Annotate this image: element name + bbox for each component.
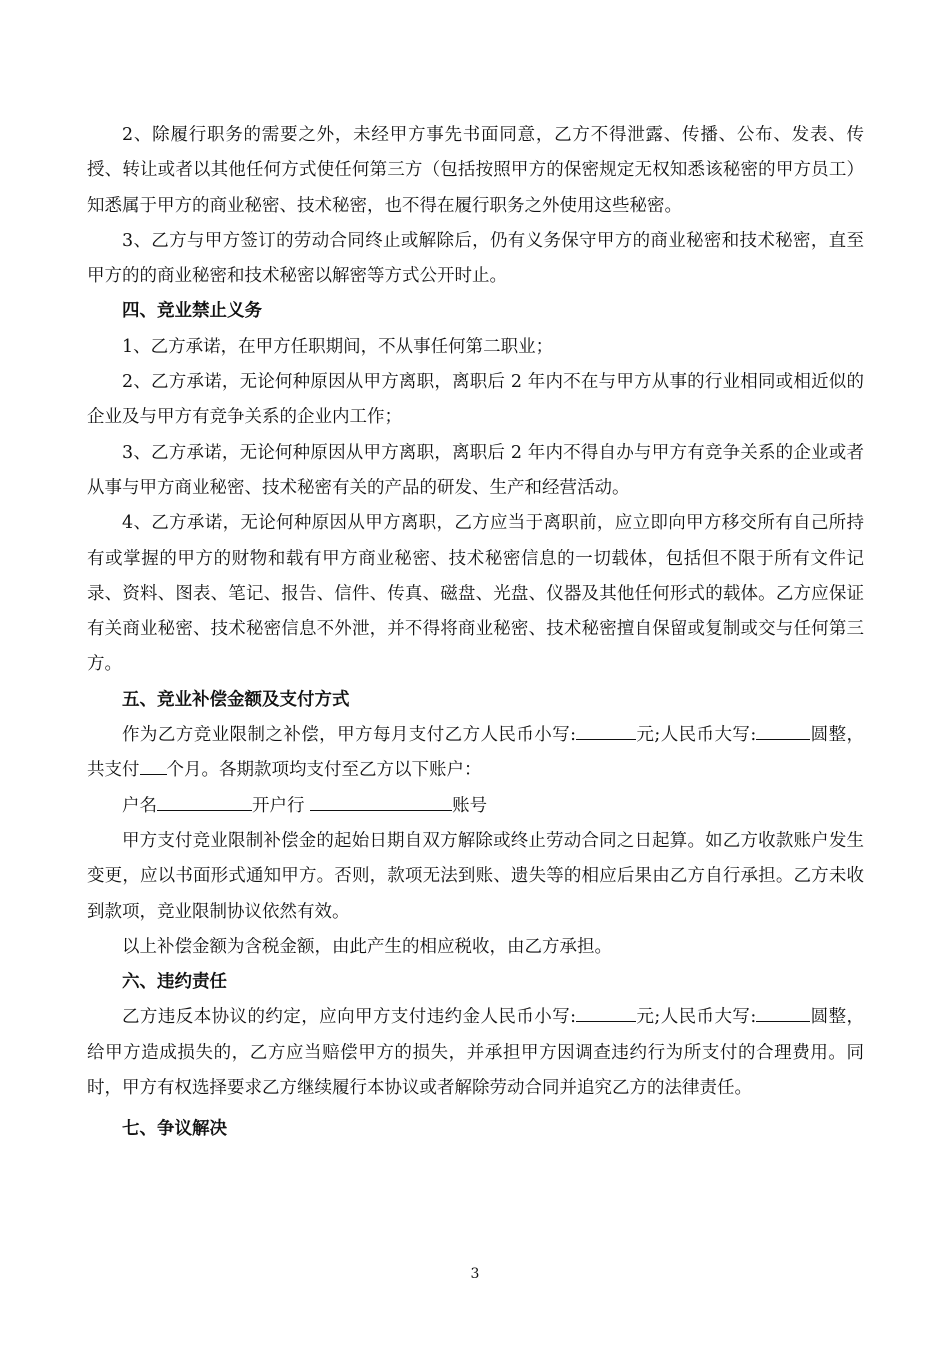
heading-compensation: 五、竞业补偿金额及支付方式 (122, 689, 350, 710)
paragraph-compensation-tax: 以上补偿金额为含税金额，由此产生的相应税收，由乙方承担。 (122, 936, 612, 957)
paragraph-non-compete-1: 1、乙方承诺，在甲方任职期间，不从事任何第二职业； (122, 336, 554, 357)
compensation-text-b: 元;人民币大写: (636, 725, 757, 746)
compensation-text-c: 圆整，共支付 (87, 725, 865, 781)
blank-bank (310, 809, 452, 811)
account-number-label: 账号 (452, 795, 488, 816)
blank-amount-lower (576, 738, 636, 740)
blank-penalty-upper (756, 1020, 810, 1022)
paragraph-confidentiality-2: 2、除履行职务的需要之外，未经甲方事先书面同意，乙方不得泄露、传播、公布、发表、传授、转让或者以其他任何方式使任何第三方（包括按照甲方的保密规定无权知悉该秘密的甲方员工）知悉属于甲方的商业秘密、技术秘密，也不得在履行职务之外使用这些秘密。 (87, 125, 864, 216)
paragraph-compensation-start: 甲方支付竞业限制补偿金的起始日期自双方解除或终止劳动合同之日起算。如乙方收款账户发生变更，应以书面形式通知甲方。否则，款项无法到账、遗失等的相应后果由乙方自行承担。乙方未收到款项，竞业限制协议依然有效。 (87, 830, 864, 922)
blank-amount-upper (756, 738, 810, 740)
paragraph-non-compete-2: 2、乙方承诺，无论何种原因从甲方离职，离职后 2 年内不在与甲方从事的行业相同或相近似的企业及与甲方有竞争关系的企业内工作； (87, 372, 864, 428)
compensation-text-d: 个月。各期款项均支付至乙方以下账户： (166, 760, 482, 781)
paragraph-account-info (87, 789, 864, 824)
account-name-label: 户名 (122, 795, 157, 816)
document-body (87, 118, 864, 1148)
blank-penalty-lower (576, 1020, 636, 1022)
paragraph-non-compete-3: 3、乙方承诺，无论何种原因从甲方离职，离职后 2 年内不得自办与甲方有竞争关系的企业或者从事与甲方商业秘密、技术秘密有关的产品的研发、生产和经营活动。 (87, 442, 864, 498)
paragraph-compensation-amount (87, 718, 864, 789)
bank-label: 开户行 (252, 795, 305, 816)
liability-text-c: 圆整，给甲方造成损失的，乙方应当赔偿甲方的损失，并承担甲方因调查违约行为所支付的合理费用。同时，甲方有权选择要求乙方继续履行本协议或者解除劳动合同并追究乙方的法律责任。 (87, 1007, 865, 1099)
heading-non-compete-obligations: 四、竞业禁止义务 (122, 301, 262, 322)
liability-text-b: 元;人民币大写: (636, 1007, 757, 1028)
blank-months (140, 773, 167, 775)
heading-liability: 六、违约责任 (122, 972, 227, 993)
paragraph-non-compete-4: 4、乙方承诺，无论何种原因从甲方离职，乙方应当于离职前，应立即向甲方移交所有自己所持有或掌握的甲方的财物和载有甲方商业秘密、技术秘密信息的一切载体，包括但不限于所有文件记录、资料、图表、笔记、报告、信件、传真、磁盘、光盘、仪器及其他任何形式的载体。乙方应保证有关商业秘密、技术秘密信息不外泄，并不得将商业秘密、技术秘密擅自保留或复制或交与任何第三方。 (87, 513, 864, 675)
paragraph-liability (87, 1000, 864, 1106)
paragraph-confidentiality-3: 3、乙方与甲方签订的劳动合同终止或解除后，仍有义务保守甲方的商业秘密和技术秘密，直至甲方的的商业秘密和技术秘密以解密等方式公开时止。 (87, 230, 864, 287)
blank-account-name (157, 809, 252, 811)
heading-dispute-resolution: 七、争议解决 (122, 1119, 227, 1140)
page-number: 3 (470, 1266, 480, 1282)
liability-text-a: 乙方违反本协议的约定，应向甲方支付违约金人民币小写: (122, 1007, 577, 1028)
compensation-text-a: 作为乙方竞业限制之补偿，甲方每月支付乙方人民币小写: (122, 725, 577, 746)
